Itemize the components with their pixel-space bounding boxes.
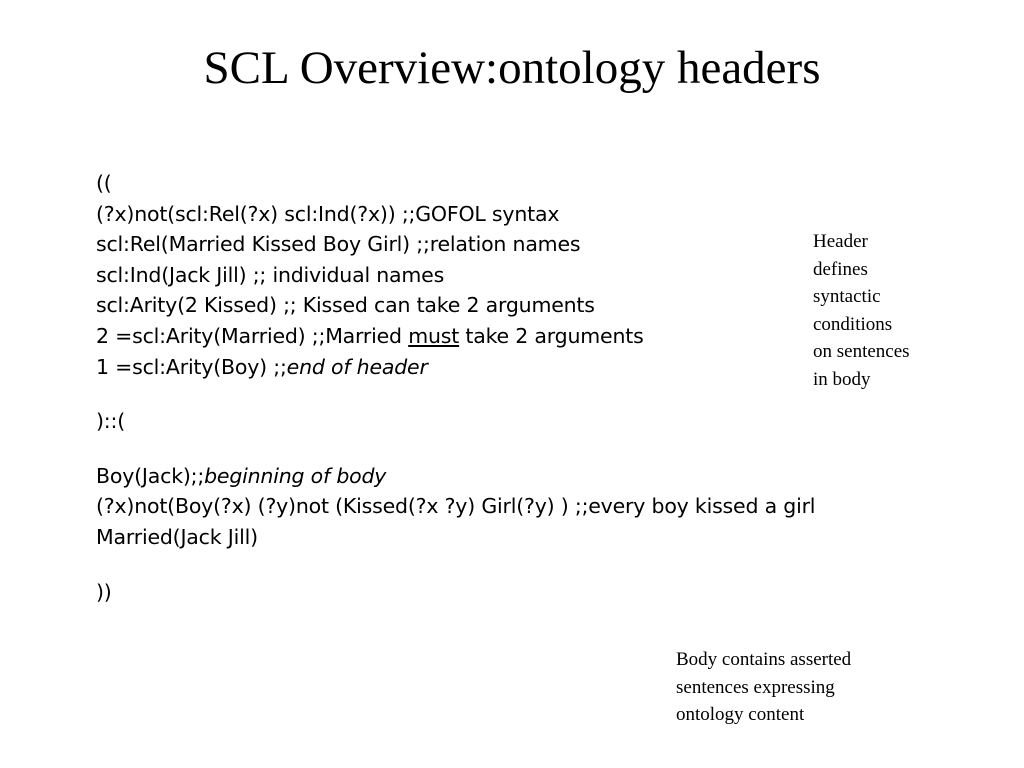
code-line: scl:Rel(Married Kissed Boy Girl) ;;relation names bbox=[96, 232, 581, 257]
note-line: ontology content bbox=[676, 704, 805, 725]
note-line: sentences expressing bbox=[676, 676, 835, 698]
note-line: conditions bbox=[813, 313, 893, 335]
note-line: syntactic bbox=[813, 286, 881, 307]
code-text: take 2 arguments bbox=[459, 323, 644, 348]
code-comment-italic: end of header bbox=[286, 354, 428, 379]
code-text: Boy(Jack);; bbox=[96, 463, 205, 488]
blank-line bbox=[96, 553, 976, 577]
code-emphasis-must: must bbox=[408, 323, 460, 348]
code-comment-italic: beginning of body bbox=[204, 463, 387, 488]
note-line: on sentences bbox=[813, 341, 910, 362]
note-line: defines bbox=[813, 258, 868, 280]
code-text: 1 =scl:Arity(Boy) ;; bbox=[96, 354, 287, 379]
code-line: scl:Arity(2 Kissed) ;; Kissed can take 2 arguments bbox=[96, 293, 595, 318]
code-line: (( bbox=[96, 171, 112, 195]
header-annotation bbox=[813, 228, 1013, 393]
code-line: (?x)not(scl:Rel(?x) scl:Ind(?x)) ;;GOFOL syntax bbox=[96, 201, 560, 226]
body-annotation bbox=[676, 646, 976, 729]
code-line: Married(Jack Jill) bbox=[96, 524, 258, 549]
code-line bbox=[96, 461, 976, 492]
code-line: )::( bbox=[96, 409, 126, 434]
note-line: in body bbox=[813, 368, 871, 390]
code-line: scl:Ind(Jack Jill) ;; individual names bbox=[96, 262, 445, 287]
slide-title: SCL Overview:ontology headers bbox=[203, 42, 821, 94]
blank-line bbox=[96, 437, 976, 461]
note-line: Header bbox=[813, 231, 868, 252]
code-line: )) bbox=[96, 579, 112, 604]
code-text: 2 =scl:Arity(Married) ;;Married bbox=[96, 323, 409, 348]
code-line: (?x)not(Boy(?x) (?y)not (Kissed(?x ?y) Girl(?y) ) ;;every boy kissed a girl bbox=[96, 494, 816, 519]
note-line: Body contains asserted bbox=[676, 649, 852, 670]
